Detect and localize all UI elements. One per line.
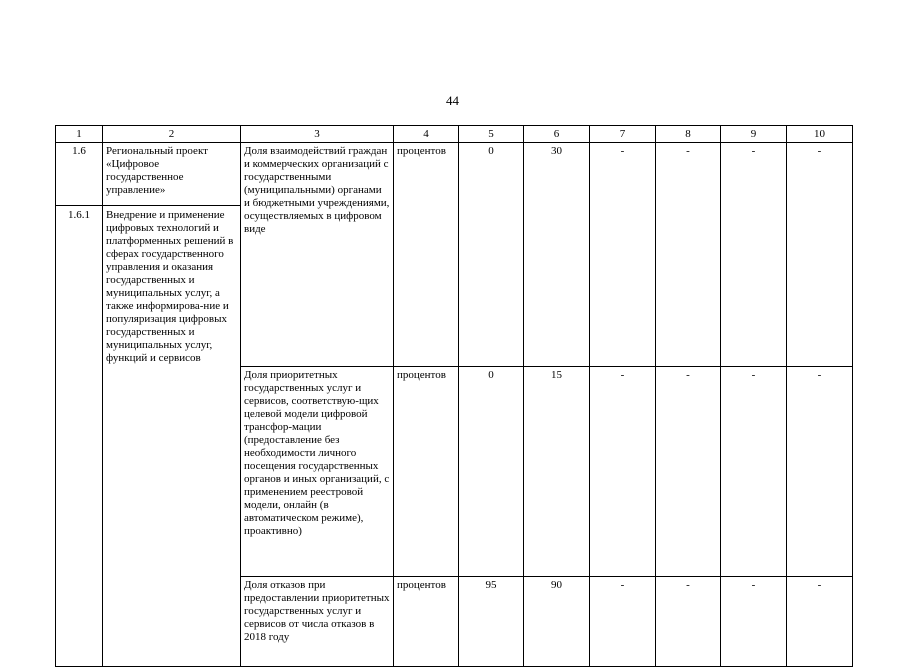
indicator-value: - <box>656 143 721 367</box>
indicator-value: - <box>721 576 787 666</box>
indicator-value: 0 <box>459 143 524 367</box>
indicator-value: - <box>721 366 787 576</box>
section-name-cell <box>103 143 241 367</box>
indicator-value: - <box>590 143 656 367</box>
indicator-value: 30 <box>524 143 590 367</box>
header-cell: 3 <box>241 126 394 143</box>
indicator-name: Доля отказов при предоставлении приоритетных государственных услуг и сервисов от числа отказов в 2018 году <box>241 576 394 666</box>
subsection-num: 1.6.1 <box>56 205 102 222</box>
page-number: 44 <box>446 93 459 108</box>
table-row <box>56 366 853 576</box>
empty-cell <box>56 576 103 666</box>
indicator-value: 95 <box>459 576 524 666</box>
header-cell: 1 <box>56 126 103 143</box>
table-row <box>56 143 853 367</box>
header-cell: 8 <box>656 126 721 143</box>
header-cell: 7 <box>590 126 656 143</box>
indicator-value: - <box>721 143 787 367</box>
header-cell: 4 <box>394 126 459 143</box>
indicator-value: 15 <box>524 366 590 576</box>
empty-cell <box>103 366 241 576</box>
indicator-value: - <box>787 576 853 666</box>
section-num: 1.6 <box>72 145 86 157</box>
header-cell: 6 <box>524 126 590 143</box>
header-cell: 10 <box>787 126 853 143</box>
indicator-value: - <box>787 143 853 367</box>
table-row <box>56 576 853 666</box>
indicator-unit: процентов <box>394 576 459 666</box>
indicator-unit: процентов <box>394 366 459 576</box>
indicator-unit: процентов <box>394 143 459 367</box>
empty-cell <box>56 366 103 576</box>
section-num-cell <box>56 143 103 367</box>
indicator-value: 90 <box>524 576 590 666</box>
indicator-value: - <box>590 366 656 576</box>
indicator-value: 0 <box>459 366 524 576</box>
indicator-name: Доля приоритетных государственных услуг и сервисов, соответствую-щих целевой модели цифровой трансфор-мации (предоставление без необходимости личного посещения государственных органов и иных организаций, с применением реестровой модели, онлайн (в автоматическом режиме), проактивно) <box>241 366 394 576</box>
header-cell: 5 <box>459 126 524 143</box>
empty-cell <box>103 576 241 666</box>
section-name: Региональный проект «Цифровое государственное управление» <box>106 145 208 196</box>
indicator-value: - <box>656 366 721 576</box>
header-row <box>56 126 853 143</box>
indicator-name: Доля взаимодействий граждан и коммерческих организаций с государственными (муниципальными) органами и бюджетными учреждениями, осуществляемых в цифровом виде <box>241 143 394 367</box>
indicator-value: - <box>656 576 721 666</box>
header-cell: 2 <box>103 126 241 143</box>
indicators-table <box>55 125 853 667</box>
indicator-value: - <box>590 576 656 666</box>
indicator-value: - <box>787 366 853 576</box>
subsection-name: Внедрение и применение цифровых технологий и платформенных решений в сферах государственного управления и оказания государственных и муниципальных услуг, а также информирова-ние и популяризация цифровых государственных и муниципальных услуг, функций и сервисов <box>103 205 240 365</box>
header-cell: 9 <box>721 126 787 143</box>
